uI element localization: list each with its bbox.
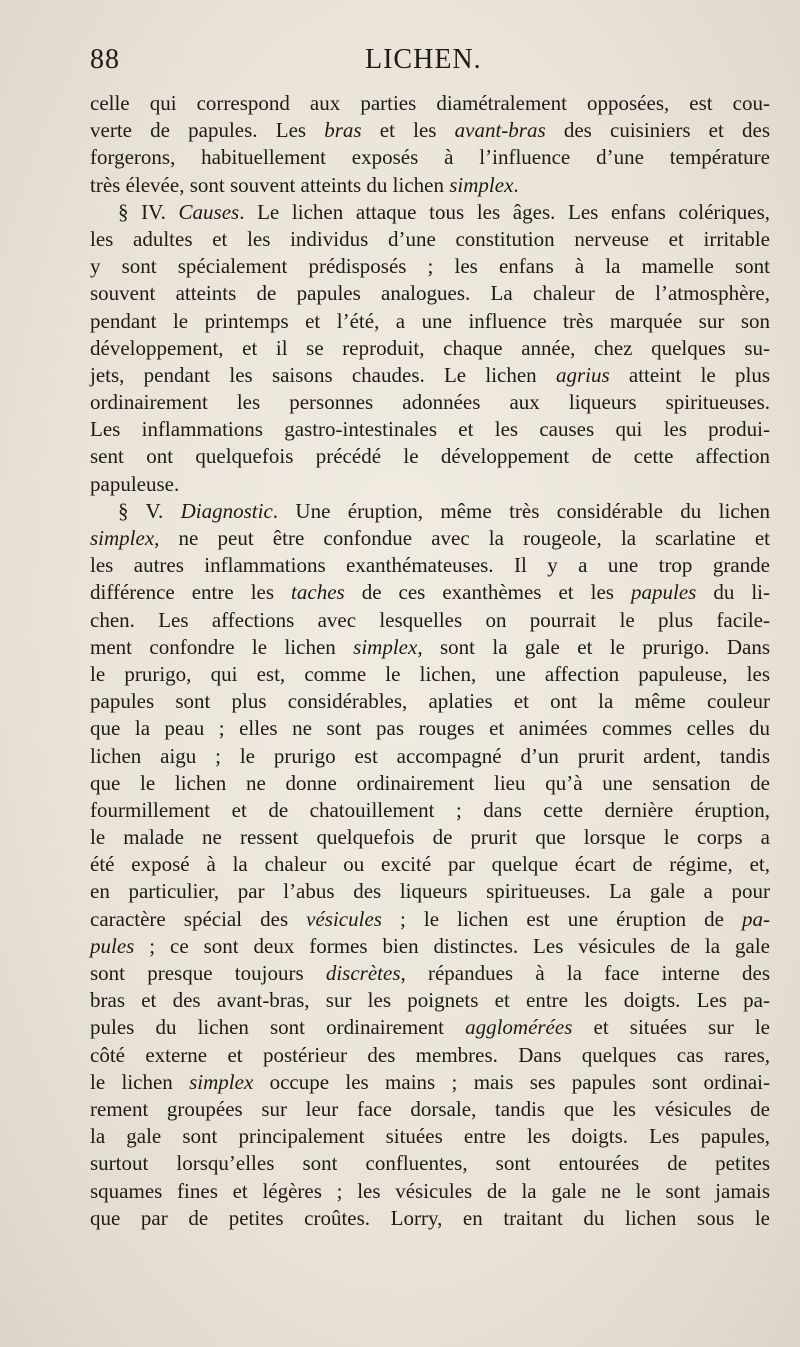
italic-text: Causes (178, 199, 240, 224)
text-line (90, 688, 770, 715)
text-line (90, 498, 770, 525)
text-line (90, 878, 770, 905)
text-line (90, 1096, 770, 1123)
text-line (90, 770, 770, 797)
text-segment: rement groupées sur leur face dorsale, tandis que les vésicules de (90, 1096, 770, 1121)
text-line (90, 552, 770, 579)
text-segment: bras et des avant-bras, sur les poignets et entre les doigts. Les pa- (90, 988, 770, 1013)
text-segment: différence entre les (90, 580, 292, 605)
text-line (90, 226, 770, 253)
text-segment: ; le lichen est une éruption de (381, 906, 742, 931)
text-line (90, 960, 770, 987)
text-segment: verte de papules. Les (90, 118, 325, 143)
text-line (90, 416, 770, 443)
italic-text: simplex (353, 634, 418, 659)
text-segment: , ne peut être confondue avec la rougeole, la scarlatine et (154, 526, 770, 550)
text-segment: § IV. (118, 199, 179, 224)
text-segment: du li- (696, 580, 771, 605)
text-line (90, 933, 770, 960)
text-line (90, 824, 770, 851)
text-line (90, 715, 770, 742)
text-segment: lichen aigu ; le prurigo est accompagné d’un prurit ardent, tandis (90, 743, 770, 768)
text-line (90, 1069, 770, 1096)
text-segment: pendant le printemps et l’été, a une influence très marquée sur son (90, 308, 770, 333)
text-segment: y sont spécialement prédisposés ; les enfans à la mamelle sont (90, 254, 770, 279)
text-line (90, 1178, 770, 1205)
page-number: 88 (90, 44, 120, 75)
text-segment: le lichen (90, 1069, 190, 1094)
text-segment: que par de petites croûtes. Lorry, en traitant du lichen sous le (90, 1205, 770, 1230)
text-segment: surtout lorsqu’elles sont confluentes, sont entourées de petites (90, 1151, 770, 1176)
text-line (90, 634, 770, 661)
text-segment: développement, et il se reproduit, chaque année, chez quelques su- (90, 335, 770, 360)
text-segment: jets, pendant les saisons chaudes. Le lichen (90, 362, 556, 387)
italic-text: agglomérées (465, 1015, 573, 1040)
text-segment: été exposé à la chaleur ou excité par quelque écart de régime, et, (90, 852, 770, 877)
italic-text: taches (291, 580, 345, 605)
text-segment: , sont la gale et le prurigo. Dans (417, 634, 770, 659)
text-segment: Les inflammations gastro-intestinales et les causes qui les produi- (90, 417, 770, 442)
text-line (90, 389, 770, 416)
text-line (90, 335, 770, 362)
text-segment: le prurigo, qui est, comme le lichen, une affection papuleuse, les (90, 661, 770, 686)
page-header (90, 44, 740, 84)
italic-text: pules (90, 933, 135, 958)
italic-text: simplex (189, 1069, 254, 1094)
text-segment: forgerons, habituellement exposés à l’influence d’une température (90, 145, 770, 170)
text-segment: sont presque toujours (90, 961, 326, 985)
text-segment: que le lichen ne donne ordinairement lieu qu’à une sensation de (90, 770, 770, 795)
text-segment: papules sont plus considérables, aplaties et ont la même couleur (90, 689, 770, 714)
text-segment: atteint le plus (609, 362, 770, 387)
text-line (90, 253, 770, 280)
text-line (90, 117, 770, 144)
italic-text: simplex (90, 526, 155, 550)
text-line (90, 1205, 770, 1232)
text-line (90, 362, 770, 389)
text-line (90, 471, 770, 498)
italic-text: avant-bras (454, 118, 546, 143)
text-line (90, 144, 770, 171)
text-line (90, 1150, 770, 1177)
text-segment: le malade ne ressent quelquefois de prurit que lorsque le corps a (90, 825, 770, 850)
italic-text: vésicules (306, 906, 382, 931)
text-line (90, 443, 770, 470)
text-segment: très élevée, sont souvent atteints du lichen (90, 172, 450, 197)
text-segment: souvent atteints de papules analogues. La chaleur de l’atmosphère, (90, 281, 770, 306)
text-line (90, 851, 770, 878)
text-segment: caractère spécial des (90, 906, 307, 931)
text-line (90, 1042, 770, 1069)
text-line (90, 172, 770, 199)
text-segment: occupe les mains ; mais ses papules sont ordinai- (253, 1069, 770, 1094)
text-segment: et les (361, 118, 455, 143)
text-line (90, 1123, 770, 1150)
italic-text: Diagnostic (180, 498, 273, 523)
text-segment: , répandues à la face interne des (400, 961, 770, 985)
text-line (90, 525, 770, 552)
italic-text: simplex (449, 172, 514, 197)
running-title: LICHEN. (365, 44, 482, 75)
text-segment: papuleuse. (90, 471, 180, 496)
text-segment: les adultes et les individus d’une constitution nerveuse et irritable (90, 226, 770, 251)
text-segment: ordinairement les personnes adonnées aux liqueurs spiritueuses. (90, 390, 770, 415)
text-line (90, 797, 770, 824)
text-line (90, 199, 770, 226)
italic-text: bras (324, 118, 362, 143)
text-segment: . Une éruption, même très considérable du lichen (272, 498, 770, 523)
text-segment: des cuisiniers et des (545, 118, 771, 143)
italic-text: agrius (555, 362, 610, 387)
text-segment: côté externe et postérieur des membres. Dans quelques cas rares, (90, 1042, 770, 1067)
text-segment: . Le lichen attaque tous les âges. Les enfans colériques, (239, 199, 770, 224)
text-line (90, 308, 770, 335)
text-segment: la gale sont principalement situées entre les doigts. Les papules, (90, 1124, 770, 1149)
text-segment: squames fines et légères ; les vésicules de la gale ne le sont jamais (90, 1178, 770, 1203)
text-segment: ; ce sont deux formes bien distinctes. Les vésicules de la gale (134, 933, 770, 958)
text-segment: . (513, 172, 519, 197)
text-segment: de ces exanthèmes et les (344, 580, 631, 605)
italic-text: pa- (742, 906, 770, 931)
text-segment: les autres inflammations exanthémateuses. Il y a une trop grande (90, 553, 770, 578)
text-line (90, 579, 770, 606)
text-segment: en particulier, par l’abus des liqueurs spiritueuses. La gale a pour (90, 879, 770, 904)
body-text (90, 90, 770, 1232)
italic-text: papules (631, 580, 697, 605)
text-line (90, 1014, 770, 1041)
text-segment: celle qui correspond aux parties diamétralement opposées, est cou- (90, 91, 770, 115)
text-line (90, 906, 770, 933)
text-line (90, 90, 770, 117)
text-line (90, 280, 770, 307)
text-segment: sent ont quelquefois précédé le développement de cette affection (90, 444, 770, 469)
text-segment: § V. (118, 498, 181, 523)
text-segment: ment confondre le lichen (90, 634, 354, 659)
text-segment: chen. Les affections avec lesquelles on pourrait le plus facile- (90, 607, 770, 632)
text-segment: pules du lichen sont ordinairement (90, 1015, 466, 1040)
text-segment: fourmillement et de chatouillement ; dans cette dernière éruption, (90, 797, 770, 822)
text-segment: que la peau ; elles ne sont pas rouges et animées commes celles du (90, 716, 770, 741)
text-line (90, 743, 770, 770)
text-line (90, 661, 770, 688)
text-segment: et situées sur le (572, 1015, 770, 1040)
text-line (90, 607, 770, 634)
text-line (90, 987, 770, 1014)
italic-text: discrètes (325, 961, 401, 985)
